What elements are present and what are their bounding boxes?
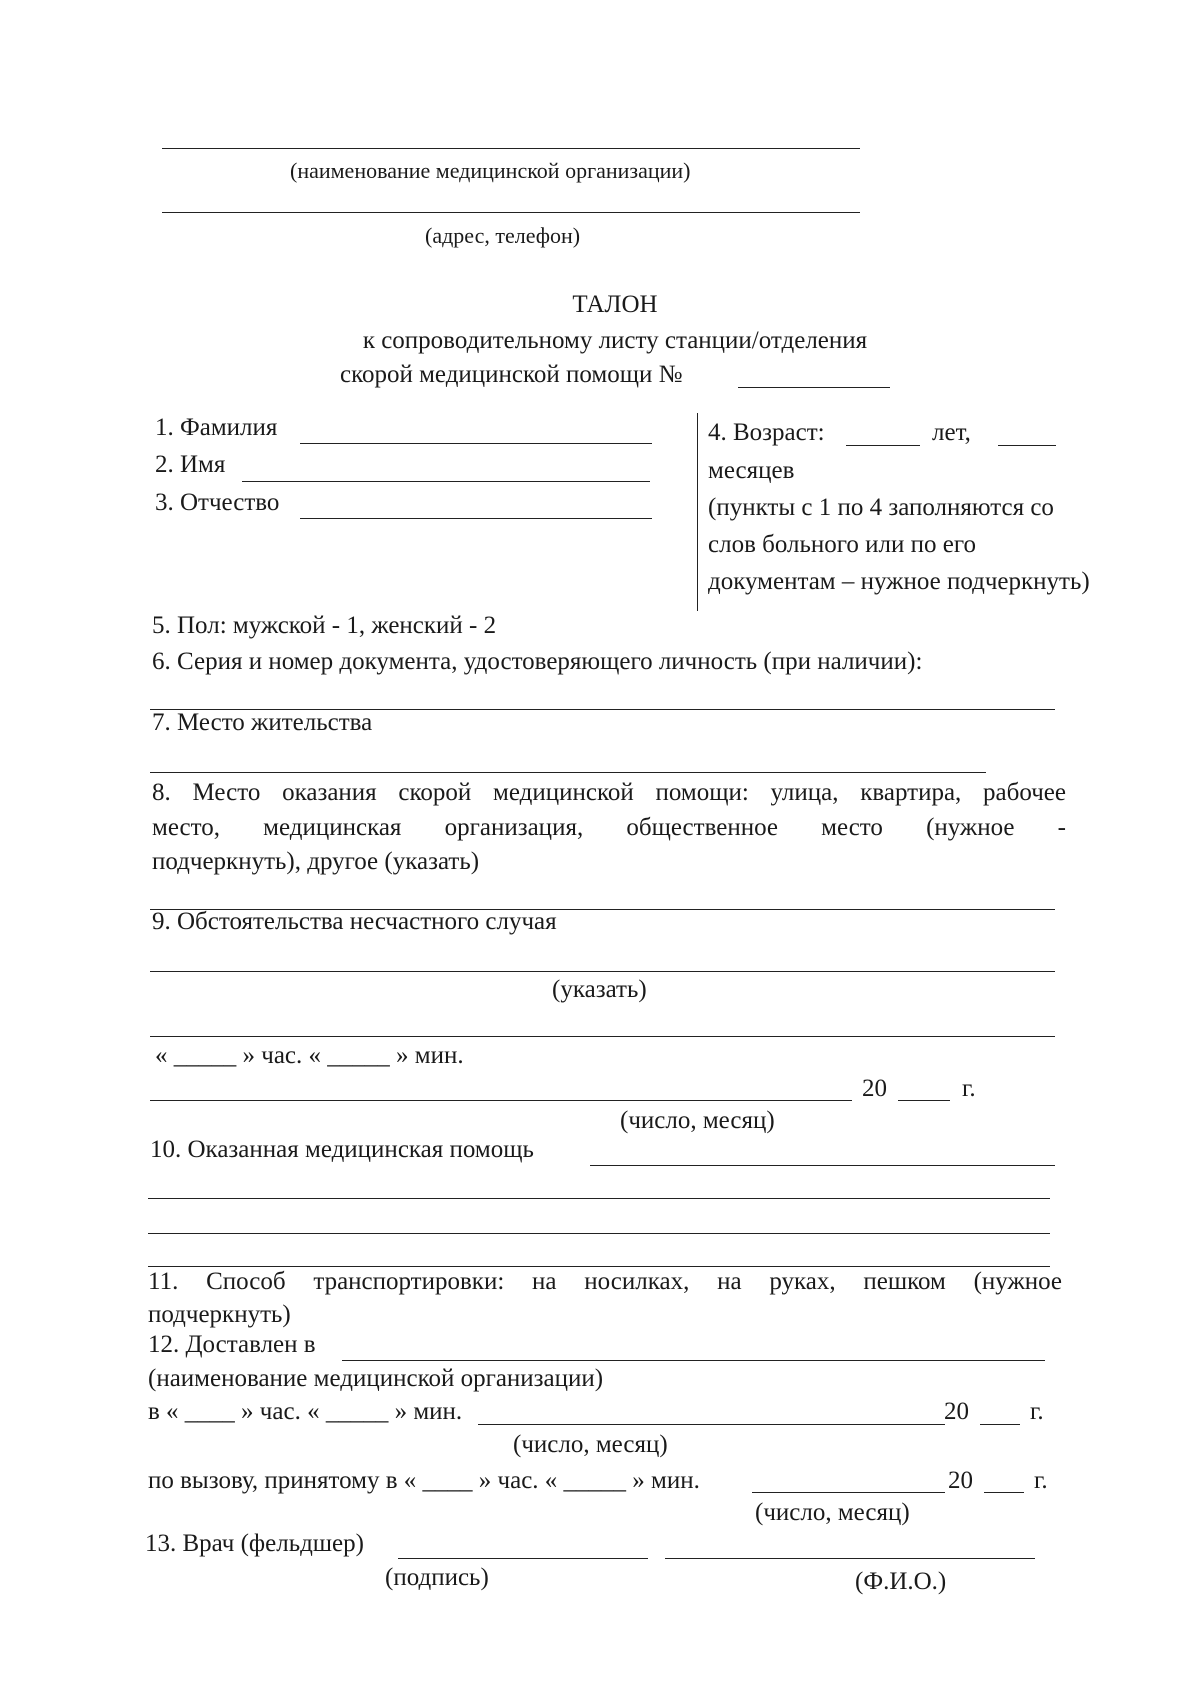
date-line[interactable] (150, 1100, 852, 1101)
circumstances-line2[interactable] (150, 1036, 1055, 1037)
name-line[interactable] (242, 481, 650, 482)
care-line2[interactable] (148, 1198, 1050, 1199)
signature-line[interactable] (398, 1558, 648, 1559)
place-line2: место, медицинская организация, общественное место (нужное - (152, 814, 1066, 841)
year-suffix: г. (962, 1075, 976, 1102)
delivered-line[interactable] (342, 1360, 1045, 1361)
residence-line[interactable] (150, 772, 986, 773)
address-line[interactable] (162, 212, 860, 213)
place-line3: подчеркнуть), другое (указать) (152, 848, 480, 875)
age-months-line[interactable] (998, 445, 1056, 446)
delivered-caption: (наименование медицинской организации) (148, 1365, 604, 1392)
circumstances-line[interactable] (150, 971, 1055, 972)
doctor-label: 13. Врач (фельдшер) (145, 1530, 364, 1557)
column-divider (697, 413, 698, 611)
name-label: 2. Имя (155, 451, 226, 478)
call-year-prefix: 20 (948, 1467, 973, 1494)
sex-label: 5. Пол: мужской - 1, женский - 2 (152, 612, 497, 639)
delivered-date-line[interactable] (478, 1424, 945, 1425)
form-subtitle-number: скорой медицинской помощи № (340, 361, 683, 388)
delivered-date-caption: (число, месяц) (513, 1431, 668, 1458)
call-date-caption: (число, месяц) (755, 1499, 910, 1526)
residence-label: 7. Место жительства (152, 709, 373, 736)
fio-caption: (Ф.И.О.) (855, 1568, 947, 1595)
delivered-time: в « ____ » час. « _____ » мин. (148, 1398, 463, 1425)
delivered-year-prefix: 20 (944, 1398, 969, 1425)
fio-line[interactable] (665, 1558, 1035, 1559)
year-line[interactable] (898, 1100, 950, 1101)
year-prefix: 20 (862, 1075, 887, 1102)
age-years-line[interactable] (846, 445, 920, 446)
form-title: ТАЛОН (572, 291, 658, 318)
delivered-year-suffix: г. (1030, 1398, 1044, 1425)
time-line: « _____ » час. « _____ » мин. (155, 1042, 464, 1069)
transport-line1: 11. Способ транспортировки: на носилках, на руках, пешком (нужное (148, 1268, 1062, 1295)
call-year-suffix: г. (1034, 1467, 1048, 1494)
fill-note-line3: документам – нужное подчеркнуть) (708, 568, 1090, 595)
surname-label: 1. Фамилия (155, 414, 278, 441)
org-name-caption: (наименование медицинской организации) (290, 158, 691, 183)
years-label: лет, (932, 419, 971, 446)
signature-caption: (подпись) (385, 1564, 489, 1591)
patronymic-label: 3. Отчество (155, 489, 280, 516)
form-subtitle: к сопроводительному листу станции/отделения (362, 327, 868, 354)
call-date-line[interactable] (752, 1492, 945, 1493)
care-label: 10. Оказанная медицинская помощь (150, 1136, 534, 1163)
delivered-label: 12. Доставлен в (148, 1331, 316, 1358)
date-caption: (число, месяц) (620, 1107, 775, 1134)
care-line1[interactable] (590, 1165, 1055, 1166)
list-number-line[interactable] (738, 387, 890, 388)
call-year-line[interactable] (984, 1492, 1024, 1493)
document-label: 6. Серия и номер документа, удостоверяющего личность (при наличии): (152, 648, 923, 675)
transport-line2: подчеркнуть) (148, 1301, 291, 1328)
place-line1: 8. Место оказания скорой медицинской помощи: улица, квартира, рабочее (152, 779, 1066, 806)
months-label: месяцев (708, 457, 795, 484)
age-label: 4. Возраст: (708, 419, 825, 446)
care-line3[interactable] (148, 1233, 1050, 1234)
fill-note-line1: (пункты с 1 по 4 заполняются со (708, 494, 1054, 521)
call-time: по вызову, принятому в « ____ » час. « _____ » мин. (148, 1467, 700, 1494)
surname-line[interactable] (300, 443, 652, 444)
fill-note-line2: слов больного или по его (708, 531, 976, 558)
delivered-year-line[interactable] (980, 1424, 1020, 1425)
org-name-line[interactable] (162, 148, 860, 149)
patronymic-line[interactable] (300, 518, 652, 519)
circumstances-caption: (указать) (552, 976, 647, 1003)
circumstances-label: 9. Обстоятельства несчастного случая (152, 908, 557, 935)
address-caption: (адрес, телефон) (425, 223, 581, 248)
